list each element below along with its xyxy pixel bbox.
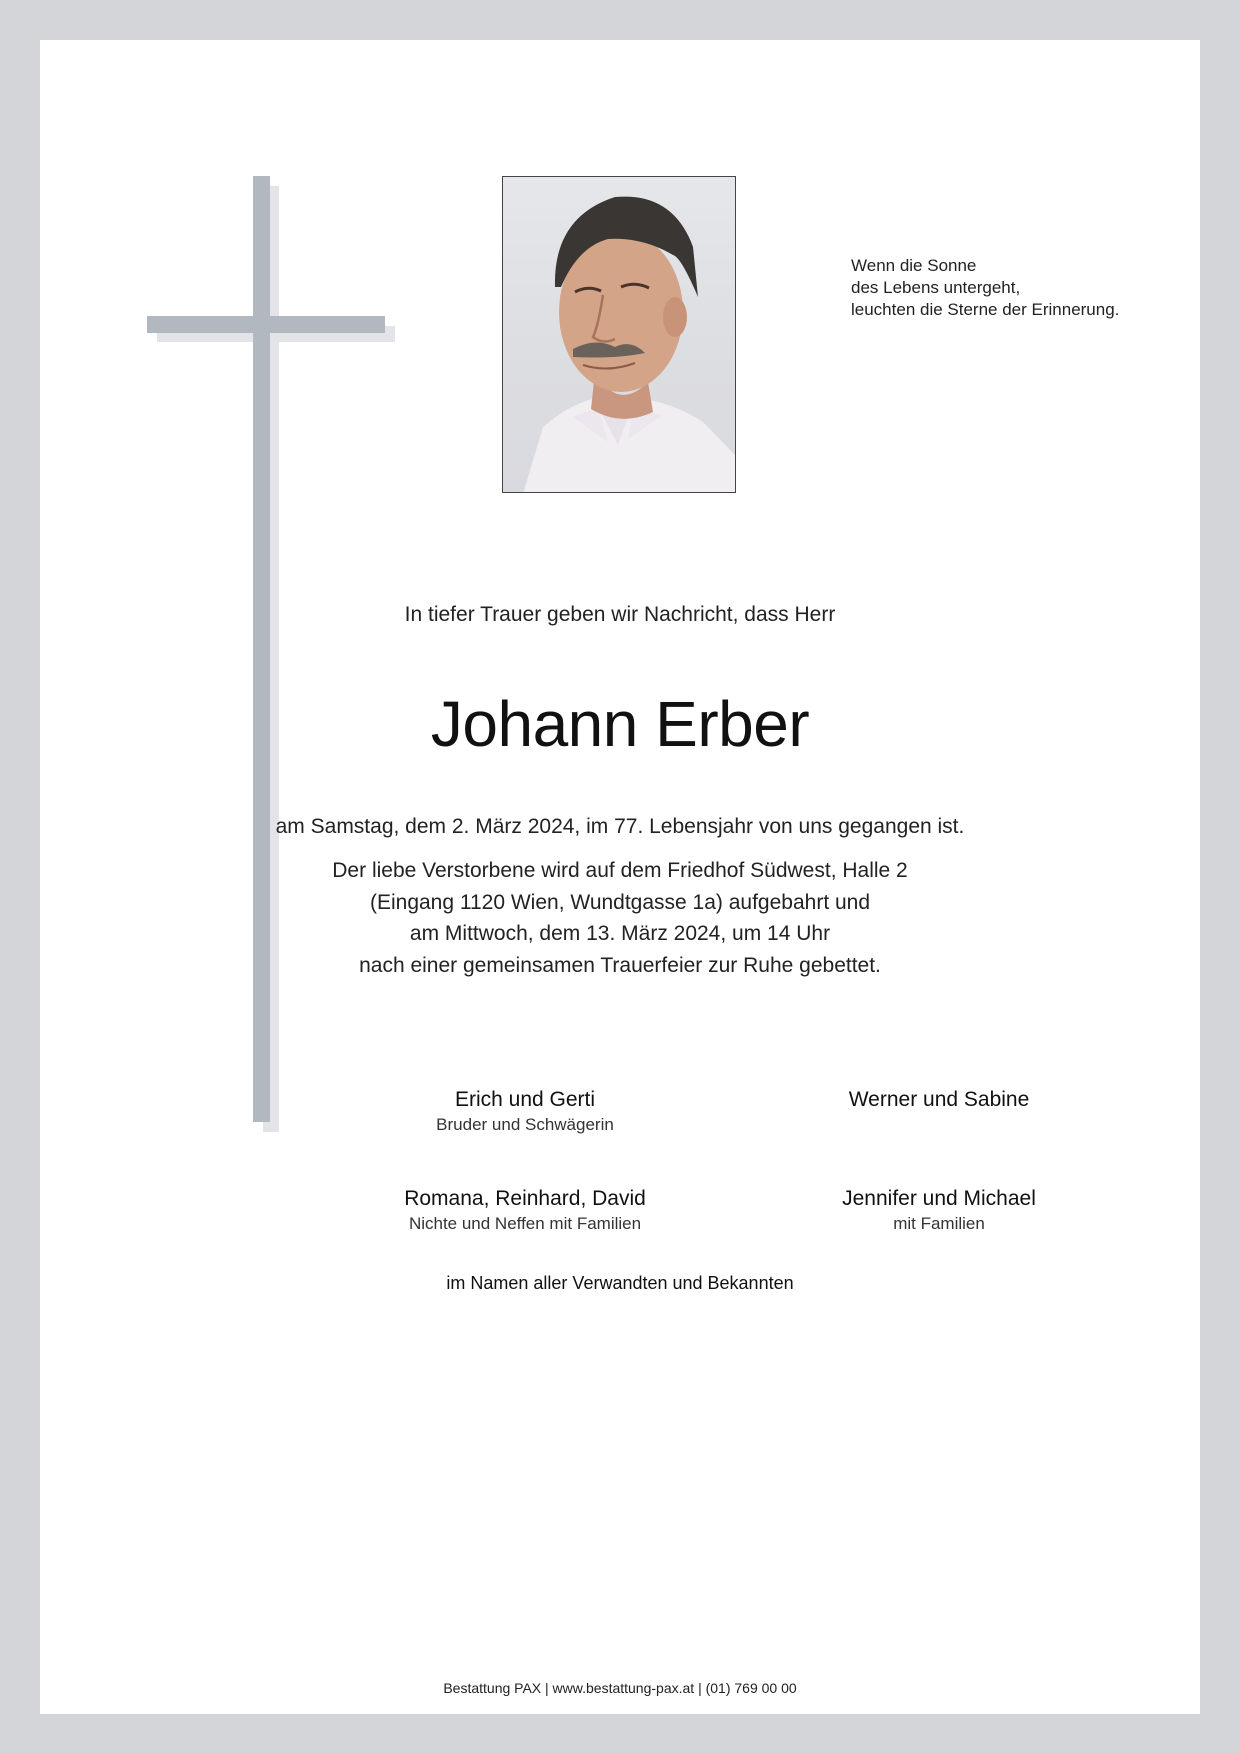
funeral-line: (Eingang 1120 Wien, Wundtgasse 1a) aufgebahrt und	[369, 890, 871, 914]
footer-contact: Bestattung PAX | www.bestattung-pax.at | (01) 769 00 00	[443, 1680, 797, 1696]
deceased-name: Johann Erber	[430, 688, 810, 760]
mourner-group	[729, 1186, 1149, 1236]
funeral-line: Der liebe Verstorbene wird auf dem Friedhof Südwest, Halle 2	[332, 859, 908, 882]
mourner-name: Erich und Gerti	[454, 1088, 596, 1111]
portrait-illustration	[503, 177, 736, 493]
funeral-details	[40, 855, 1200, 981]
intro-text: In tiefer Trauer geben wir Nachricht, dass Herr	[404, 603, 836, 626]
mourner-name: Romana, Reinhard, David	[404, 1187, 646, 1210]
memorial-quote	[851, 255, 1119, 321]
funeral-line: am Mittwoch, dem 13. März 2024, um 14 Uhr	[409, 922, 831, 945]
portrait-photo	[502, 176, 736, 493]
mourner-group	[315, 1186, 735, 1236]
obituary-page	[40, 40, 1200, 1714]
death-announcement: am Samstag, dem 2. März 2024, im 77. Lebensjahr von uns gegangen ist.	[275, 815, 965, 838]
mourner-relation: mit Familien	[893, 1214, 985, 1233]
quote-line: leuchten die Sterne der Erinnerung.	[851, 300, 1120, 319]
mourner-group	[729, 1087, 1149, 1113]
quote-line: Wenn die Sonne	[851, 256, 977, 275]
mourner-name: Jennifer und Michael	[842, 1187, 1036, 1210]
mourner-relation: Nichte und Neffen mit Familien	[408, 1214, 642, 1233]
funeral-line: nach einer gemeinsamen Trauerfeier zur Ruhe gebettet.	[359, 953, 881, 977]
cross-horizontal-bar	[147, 316, 385, 333]
quote-line: des Lebens untergeht,	[851, 278, 1021, 297]
mourner-group	[315, 1087, 735, 1137]
mourner-relation: Bruder und Schwägerin	[436, 1115, 614, 1134]
signoff-text: im Namen aller Verwandten und Bekannten	[446, 1273, 794, 1293]
mourner-name: Werner und Sabine	[848, 1088, 1030, 1111]
